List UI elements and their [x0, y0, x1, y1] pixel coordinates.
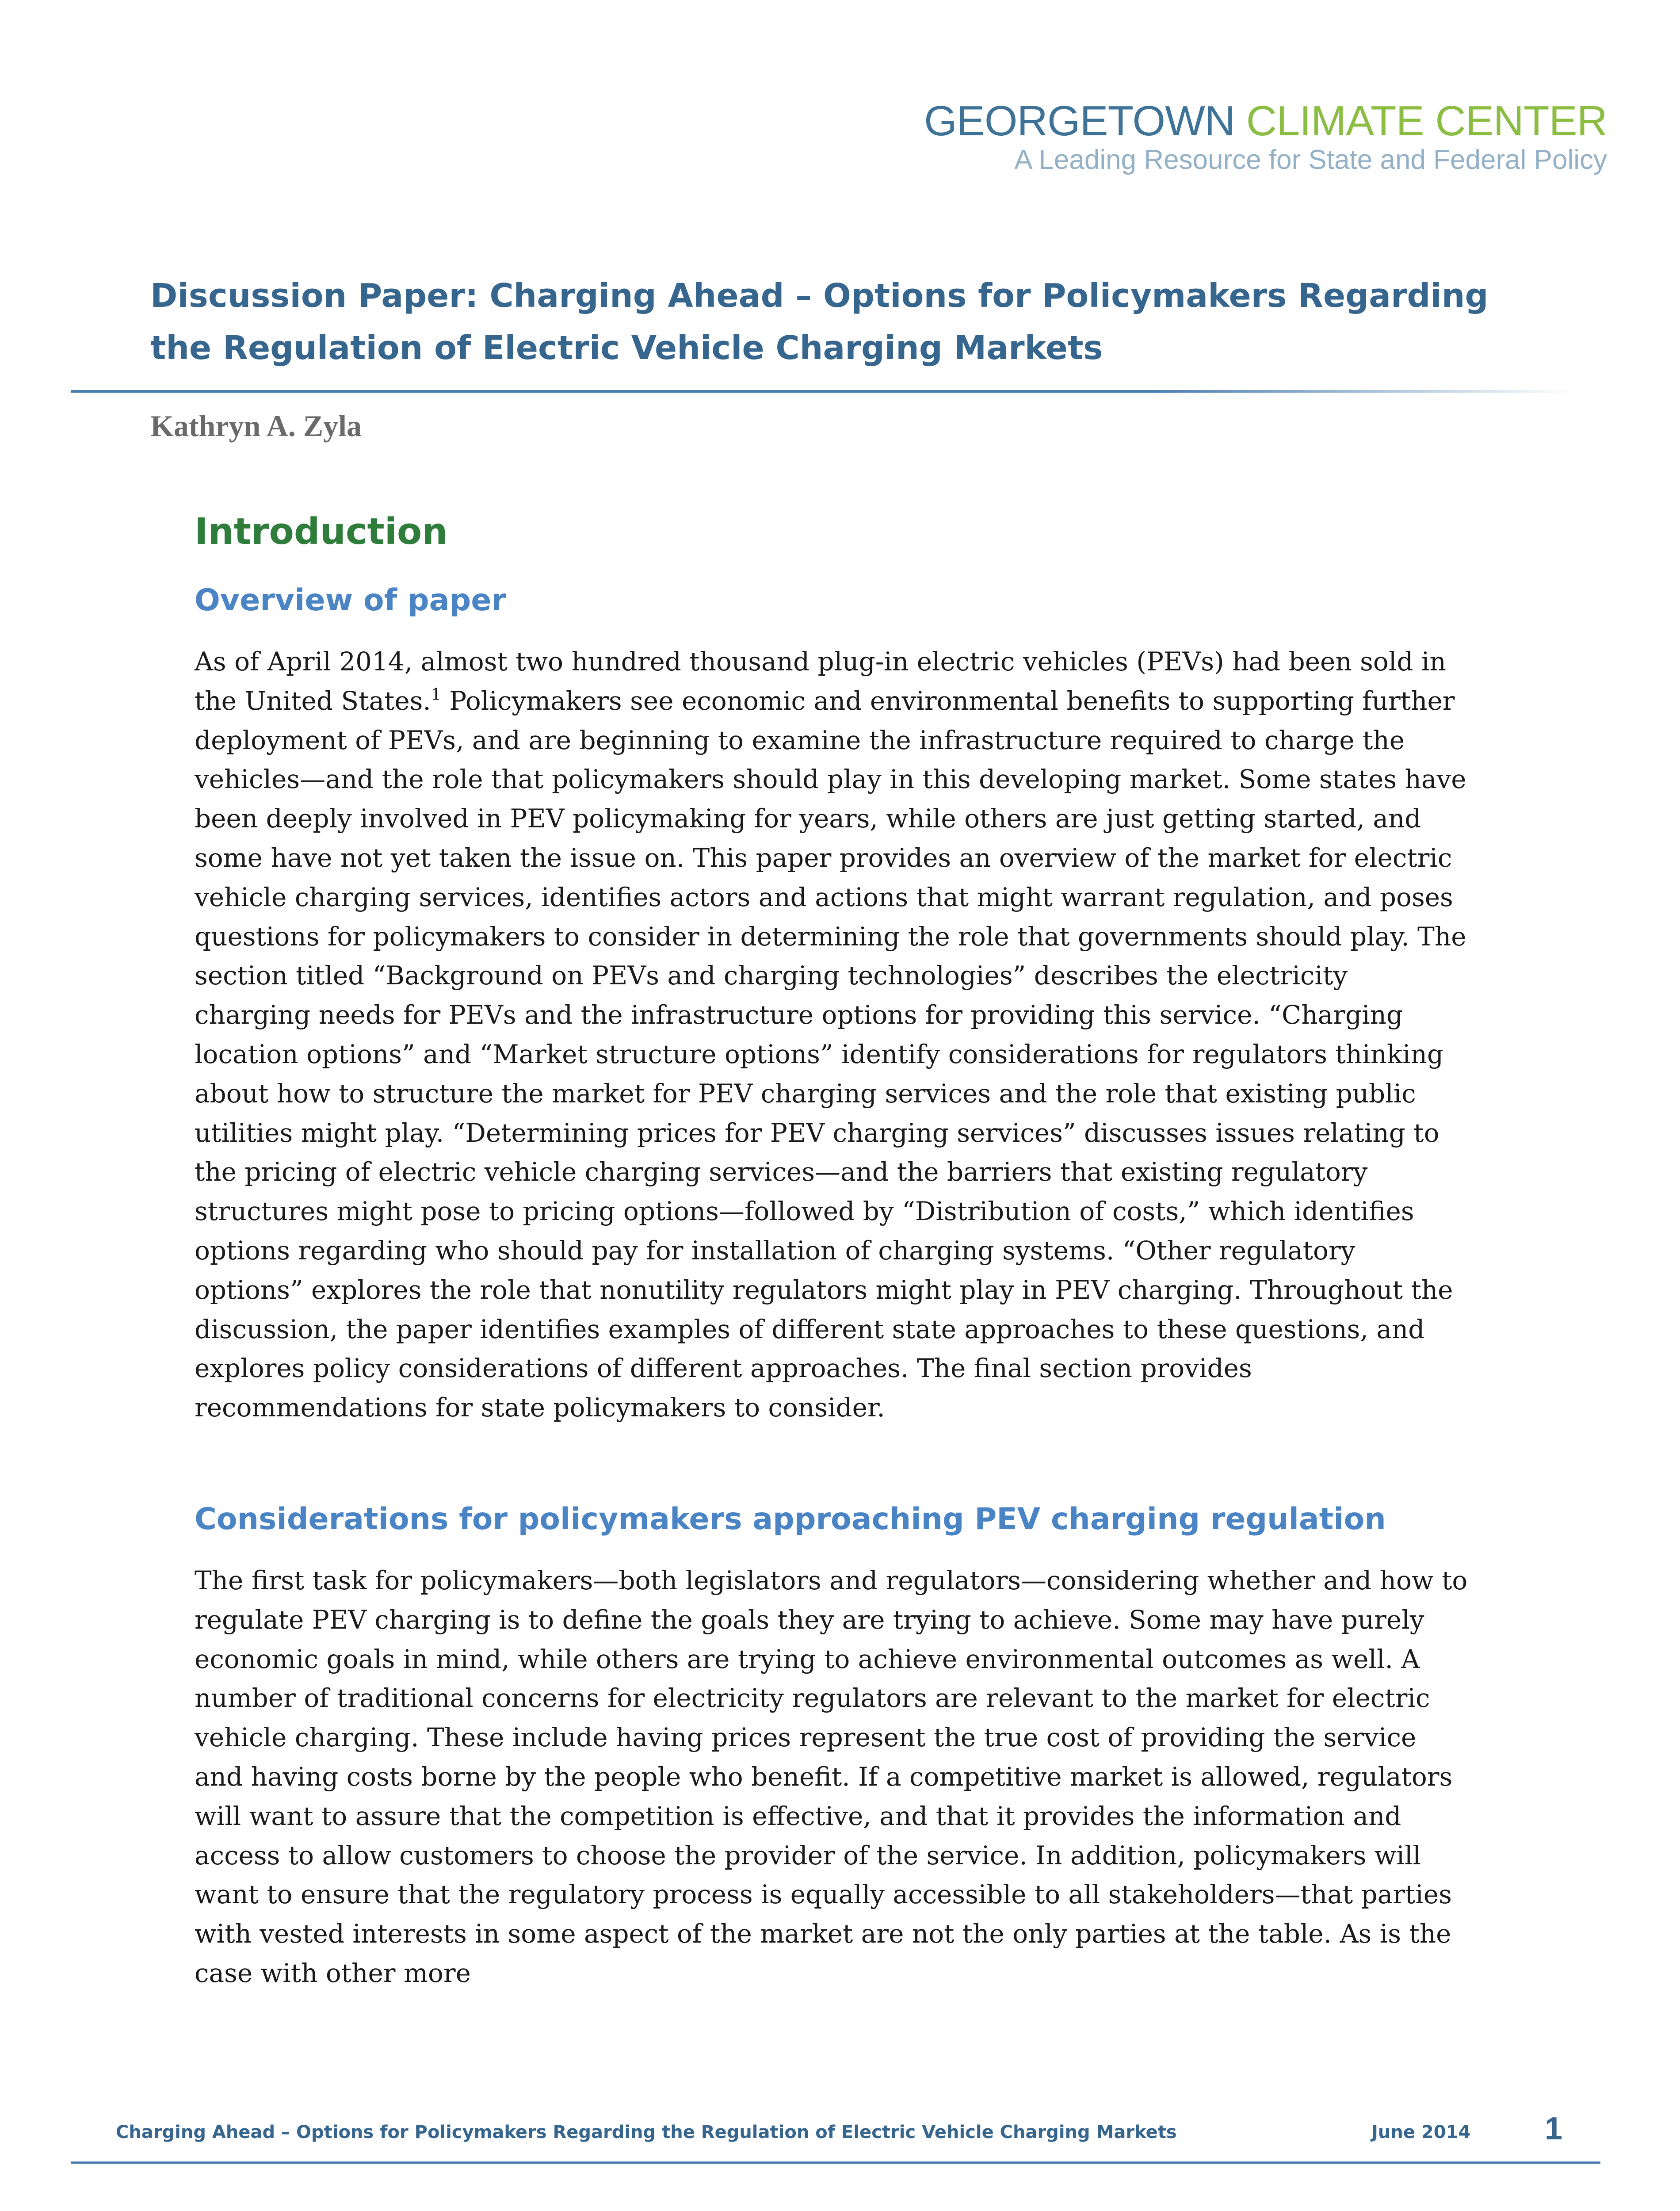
overview-text-part-2: Policymakers see economic and environmental benefits to supporting further deployment of PEVs, and are beginning to examine the infrastructure required to charge the vehicles—and the role that policymakers should play in this developing market. Some states have been deeply involved in PEV policymaking for years, while others are just getting started, and some have not yet taken the issue on. This paper provides an overview of the market for electric vehicle charging services, identifies actors and actions that might warrant regulation, and poses questions for policymakers to consider in determining the role that governments should play. The section titled “Background on PEVs and charging technologies” describes the electricity charging needs for PEVs and the infrastructure options for providing this service. “Charging location options” and “Market structure options” identify considerations for regulators thinking about how to structure the market for PEV charging services and the role that existing public utilities might play. “Determining prices for PEV charging services” discusses issues relating to the pricing of electric vehicle charging services—and the barriers that existing regulatory structures might pose to pricing options—followed by “Distribution of costs,” which identifies options regarding who should pay for installation of charging systems. “Other regulatory options” explores the role that nonutility regulators might play in PEV charging. Throughout the discussion, the paper identifies examples of different state approaches to these questions, and explores policy considerations of different approaches. The final section provides recommendations for state policymakers to consider. [195, 685, 1466, 1423]
footer-divider [71, 2161, 1600, 2164]
introduction-heading: Introduction [195, 511, 448, 553]
considerations-heading: Considerations for policymakers approaching PEV charging regulation [195, 1502, 1386, 1537]
logo-name-georgetown: GEORGETOWN [924, 97, 1235, 145]
logo-wordmark [924, 98, 1607, 144]
document-title [150, 270, 1521, 374]
overview-heading: Overview of paper [195, 583, 506, 618]
overview-text-part-1: As of April 2014, almost two hundred thousand plug-in electric vehicles (PEVs) had been sold in the United States. [195, 646, 1446, 716]
footer-running-title: Charging Ahead – Options for Policymakers Regarding the Regulation of Electric Vehicle Charging Markets [116, 2122, 1177, 2142]
georgetown-climate-center-logo [924, 98, 1607, 176]
document-title-line-1: Discussion Paper: Charging Ahead – Options for Policymakers Regarding [150, 277, 1489, 315]
document-title-line-2: the Regulation of Electric Vehicle Charging Markets [150, 329, 1103, 367]
footnote-reference-1[interactable]: 1 [431, 685, 441, 704]
logo-tagline: A Leading Resource for State and Federal Policy [1014, 145, 1607, 175]
footer-date: June 2014 [1371, 2122, 1471, 2142]
page-number: 1 [1545, 2111, 1563, 2146]
title-divider [71, 390, 1574, 393]
considerations-paragraph: The first task for policymakers—both legislators and regulators—considering whether and how to regulate PEV charging is to define the goals they are trying to achieve. Some may have purely economic goals in mind, while others are trying to achieve environmental outcomes as well. A number of traditional concerns for electricity regulators are relevant to the market for electric vehicle charging. These include having prices represent the true cost of providing the service and having costs borne by the people who benefit. If a competitive market is allowed, regulators will want to assure that the competition is effective, and that it provides the information and access to allow customers to choose the provider of the service. In addition, policymakers will want to ensure that the regulatory process is equally accessible to all stakeholders—that parties with vested interests in some aspect of the market are not the only parties at the table. As is the case with other more [195, 1565, 1468, 1988]
overview-paragraph [195, 642, 1468, 1427]
author-name: Kathryn A. Zyla [150, 409, 362, 443]
logo-name-climate-center: CLIMATE CENTER [1246, 97, 1607, 145]
